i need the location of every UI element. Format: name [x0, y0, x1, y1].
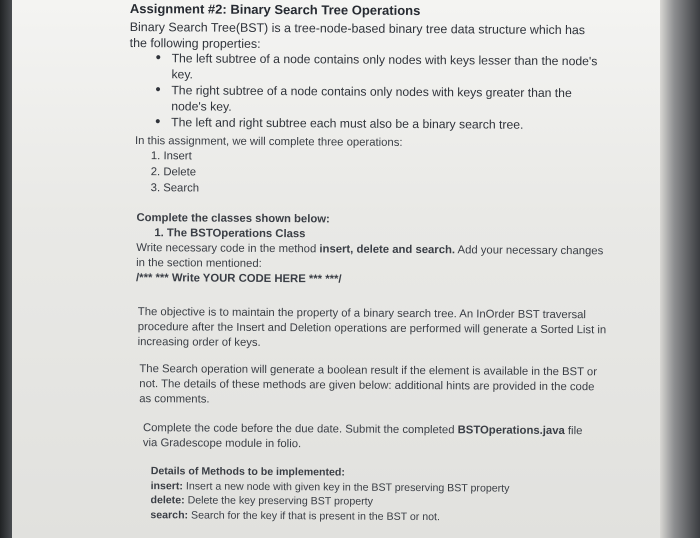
assignment-title: Assignment #2: Binary Search Tree Operations [129, 0, 421, 19]
operations-intro: In this assignment, we will complete three operations: [134, 135, 403, 149]
photo-right-edge [660, 0, 700, 538]
detail-search [150, 508, 580, 526]
classes-section [136, 211, 607, 289]
photo-left-edge [0, 0, 12, 538]
document-page [12, 0, 674, 538]
method-details [150, 464, 580, 525]
details-heading: Details of Methods to be implemented: [150, 465, 345, 479]
list-item: • The left and right subtree each must also be a binary search tree. [153, 114, 603, 133]
operations-list [151, 148, 200, 196]
code-marker: /*** *** Write YOUR CODE HERE *** ***/ [136, 272, 342, 286]
classes-instructions [136, 241, 606, 274]
objective-paragraph: The objective is to maintain the property of a binary search tree. An InOrder BST traversal procedure after the Insert and Deletion operations are performed will generate a Sorted List in increasing order of keys. [137, 306, 607, 349]
list-item: 1. Insert [150, 150, 192, 163]
search-note-paragraph: The Search operation will generate a boolean result if the element is available in the BST or not. The details of these methods are given below: additional hints are provided in the code as comments. [139, 363, 598, 406]
submit-paragraph [143, 421, 598, 454]
intro-paragraph: Binary Search Tree(BST) is a tree-node-based binary tree data structure which has the following properties: [129, 19, 586, 51]
list-item: 2. Delete [150, 166, 197, 179]
delete-label: delete: [150, 494, 185, 507]
submit-file: BSTOperations.java [457, 424, 565, 438]
list-item: 3. Search [150, 182, 200, 195]
list-item: • The left subtree of a node contains only nodes with keys lesser than the node's key. [153, 50, 603, 85]
class-item: 1. The BSTOperations Class [154, 227, 306, 241]
insert-label: insert: [150, 479, 184, 492]
search-text: Search for the key if that is present in the BST or not. [188, 508, 440, 523]
submit-suffix: file via Gradescope module in folio. [142, 425, 583, 451]
instr-prefix: Write necessary code in the method [136, 242, 320, 256]
document-content [129, 0, 630, 523]
classes-heading: Complete the classes shown below: [136, 212, 330, 226]
delete-text: Delete the key preserving BST property [184, 494, 373, 508]
instr-suffix: Add your necessary changes in the section mentioned: [136, 244, 604, 270]
bst-properties-list [153, 50, 604, 133]
search-label: search: [150, 508, 189, 521]
instr-methods: insert, delete and search. [319, 243, 456, 257]
list-item: • The right subtree of a node contains only nodes with keys greater than the node's key. [153, 82, 603, 117]
submit-prefix: Complete the code before the due date. Submit the completed [142, 422, 458, 437]
insert-text: Insert a new node with given key in the BST preserving BST property [182, 479, 510, 495]
